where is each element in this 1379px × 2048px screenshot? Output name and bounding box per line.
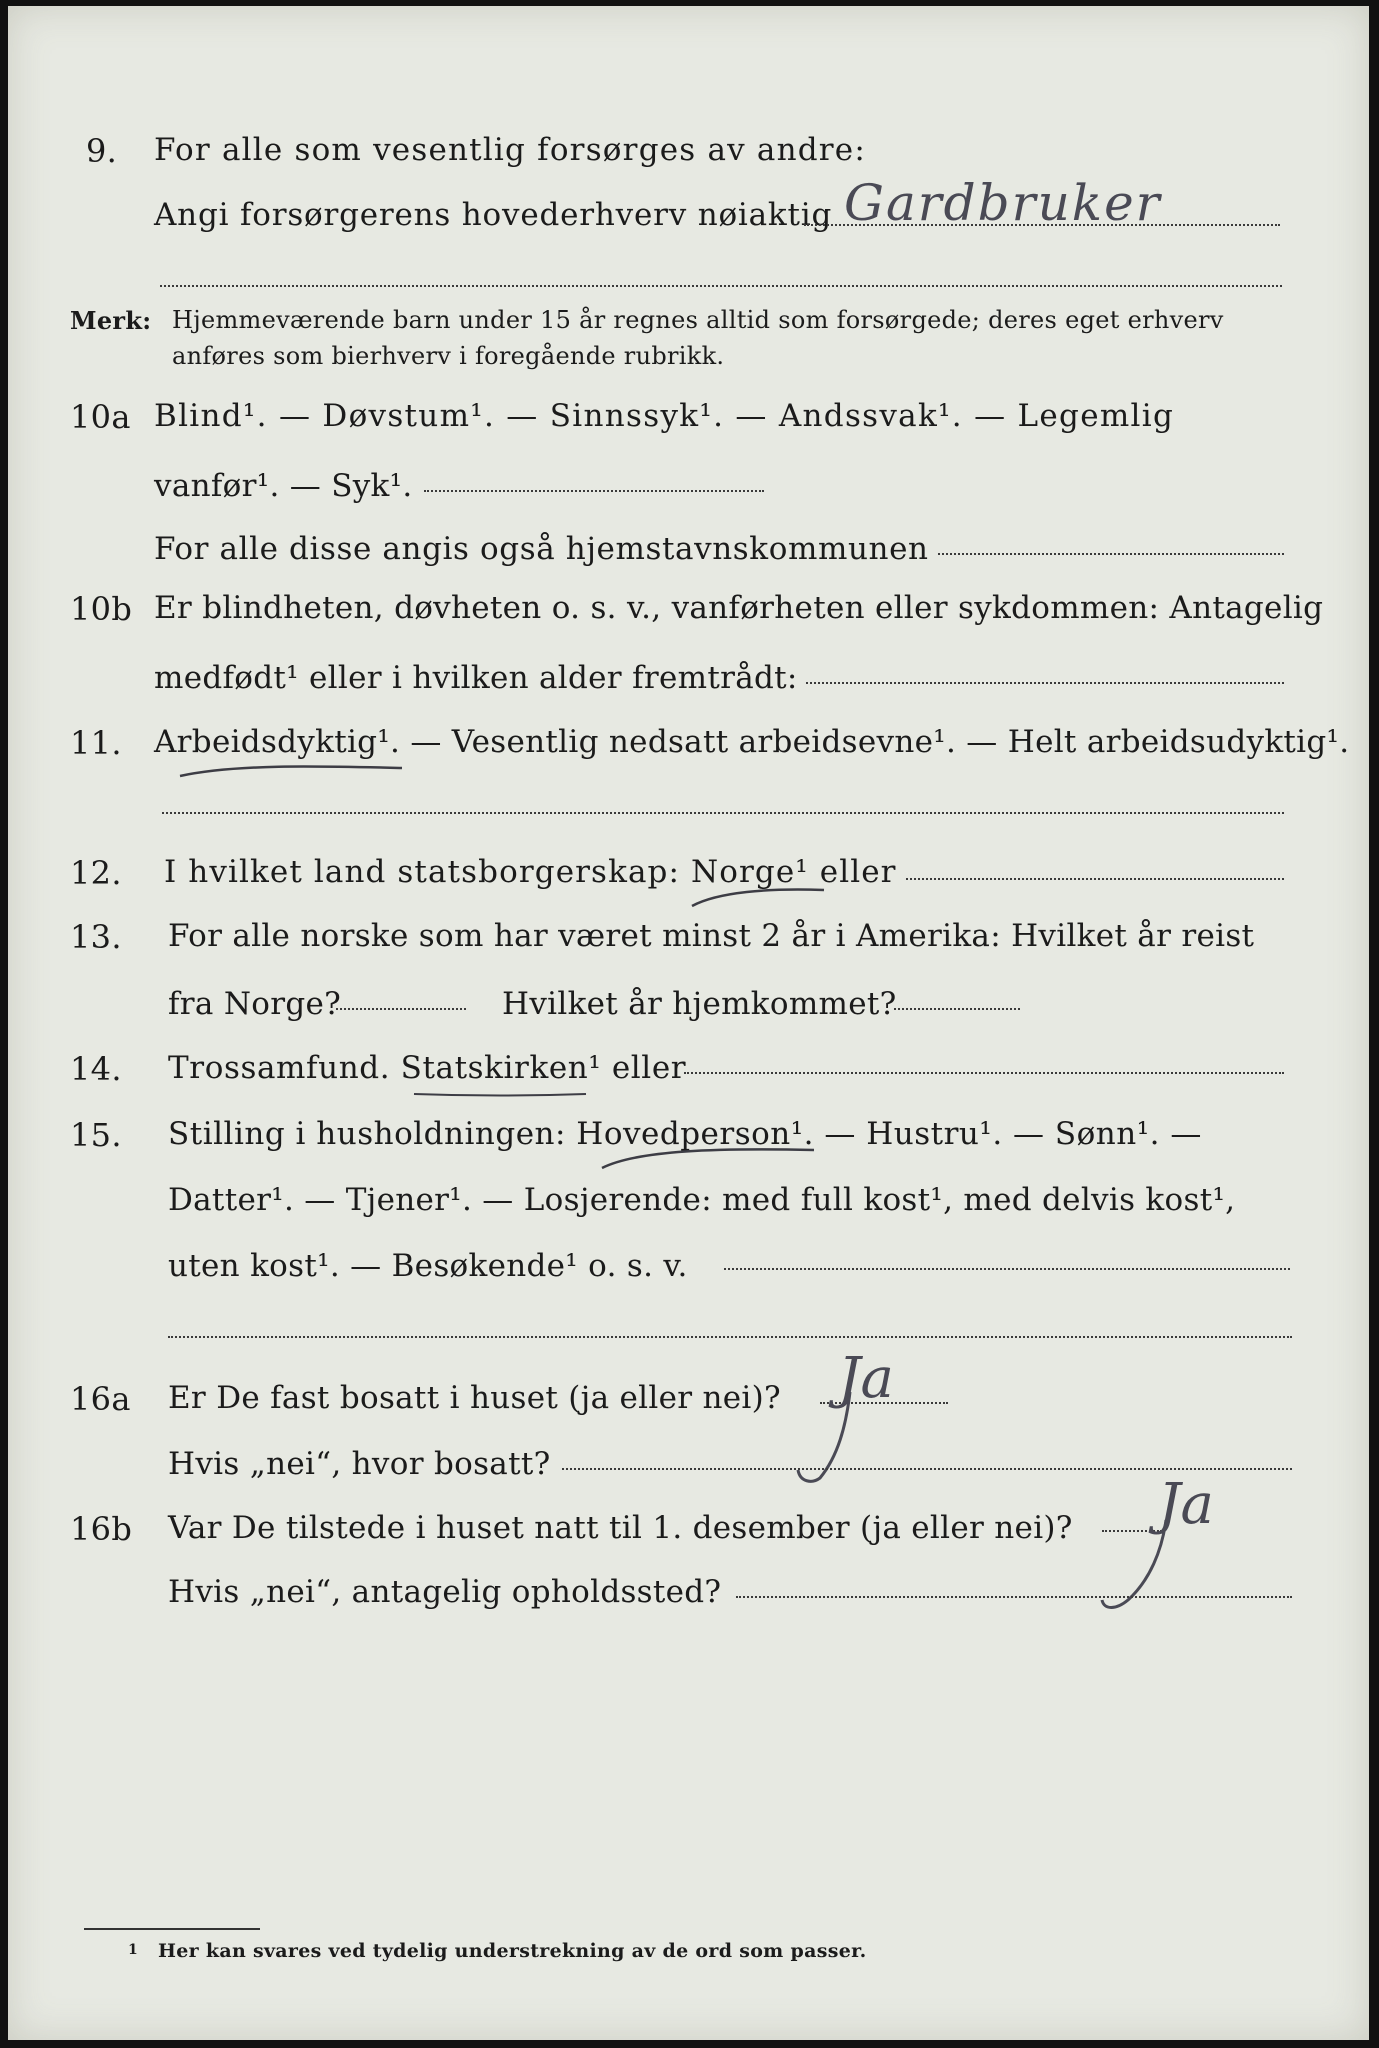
q15-number: 15. bbox=[70, 1116, 122, 1154]
q14-number: 14. bbox=[70, 1050, 122, 1088]
footnote-mark: 1 bbox=[128, 1942, 139, 1958]
q16b-line2-blank bbox=[736, 1596, 1292, 1598]
q13-number: 13. bbox=[70, 918, 122, 956]
q12-number: 12. bbox=[70, 854, 122, 892]
merk-line2: anføres som bierhverv i foregående rubrikk. bbox=[172, 342, 725, 370]
q14-blank bbox=[684, 1072, 1284, 1074]
q10a-line3: For alle disse angis også hjemstavnskommunen bbox=[154, 531, 929, 567]
q16b-line2: Hvis „nei“, antagelig opholdssted? bbox=[168, 1574, 722, 1610]
q10a-number: 10a bbox=[70, 398, 131, 436]
q16b-ja-stroke bbox=[1070, 1516, 1180, 1616]
q13-hjemkommet-blank bbox=[894, 1008, 1020, 1010]
q10b-number: 10b bbox=[70, 590, 133, 628]
q9-handwritten-answer: Gardbruker bbox=[844, 174, 1162, 232]
q9-line2: Angi forsørgerens hovederhverv nøiaktig bbox=[154, 197, 833, 233]
q9-extra-line bbox=[160, 285, 1282, 287]
q16b-line1: Var De tilstede i huset natt til 1. desember (ja eller nei)? bbox=[168, 1510, 1073, 1546]
q11-arbeidsdyktig-underline bbox=[176, 758, 406, 782]
q12-norge-underline bbox=[688, 882, 828, 910]
q10b-line1: Er blindheten, døvheten o. s. v., vanførheten eller sykdommen: Antagelig bbox=[154, 590, 1324, 626]
q14-statskirken-underline bbox=[410, 1086, 590, 1102]
q15-line1: Stilling i husholdningen: Hovedperson¹. — Hustru¹. — Sønn¹. — bbox=[168, 1116, 1202, 1152]
q11-line1: Arbeidsdyktig¹. — Vesentlig nedsatt arbeidsevne¹. — Helt arbeidsudyktig¹. bbox=[154, 724, 1350, 760]
q16b-number: 16b bbox=[70, 1510, 133, 1548]
q9-line1: For alle som vesentlig forsørges av andre: bbox=[154, 132, 866, 168]
q10a-line1: Blind¹. — Døvstum¹. — Sinnssyk¹. — Andssvak¹. — Legemlig bbox=[154, 398, 1175, 434]
q12-blank bbox=[906, 878, 1284, 880]
q10a-line2-blank bbox=[424, 490, 764, 492]
q16a-handwritten-answer: Ja bbox=[838, 1346, 894, 1411]
form-page bbox=[8, 6, 1369, 2040]
q16a-line1: Er De fast bosatt i huset (ja eller nei)? bbox=[168, 1380, 781, 1416]
q16a-line2: Hvis „nei“, hvor bosatt? bbox=[168, 1446, 551, 1482]
q16b-handwritten-answer: Ja bbox=[1158, 1472, 1214, 1537]
q16a-line2-blank bbox=[562, 1468, 1292, 1470]
merk-line1: Hjemmeværende barn under 15 år regnes alltid som forsørgede; deres eget erhverv bbox=[172, 306, 1224, 334]
footnote-text: Her kan svares ved tydelig understrekning av de ord som passer. bbox=[158, 1940, 867, 1962]
q12-line1: I hvilket land statsborgerskap: Norge¹ eller bbox=[164, 854, 897, 890]
q10b-blank bbox=[806, 682, 1284, 684]
q15-hovedperson-underline bbox=[598, 1142, 818, 1172]
q15-extra-line bbox=[168, 1336, 1292, 1338]
q13-line2a: fra Norge? bbox=[168, 986, 342, 1022]
q13-line1: For alle norske som har været minst 2 år i Amerika: Hvilket år reist bbox=[168, 918, 1255, 954]
footnote-rule bbox=[84, 1928, 260, 1930]
q16a-number: 16a bbox=[70, 1380, 131, 1418]
q15-line3: uten kost¹. — Besøkende¹ o. s. v. bbox=[168, 1248, 688, 1284]
q9-number: 9. bbox=[86, 132, 118, 170]
merk-label: Merk: bbox=[70, 306, 152, 335]
q13-reist-blank bbox=[336, 1008, 466, 1010]
q10b-line2: medfødt¹ eller i hvilken alder fremtrådt: bbox=[154, 660, 798, 696]
q10a-line2: vanfør¹. — Syk¹. bbox=[154, 468, 413, 504]
q11-blank bbox=[162, 812, 1284, 814]
q15-line2: Datter¹. — Tjener¹. — Losjerende: med full kost¹, med delvis kost¹, bbox=[168, 1182, 1236, 1218]
q11-number: 11. bbox=[70, 724, 122, 762]
q13-line2b: Hvilket år hjemkommet? bbox=[502, 986, 897, 1022]
q14-line1: Trossamfund. Statskirken¹ eller bbox=[168, 1050, 687, 1086]
q15-line3-blank bbox=[724, 1268, 1290, 1270]
q16a-ja-stroke bbox=[790, 1386, 870, 1486]
q10a-line3-blank bbox=[938, 553, 1284, 555]
